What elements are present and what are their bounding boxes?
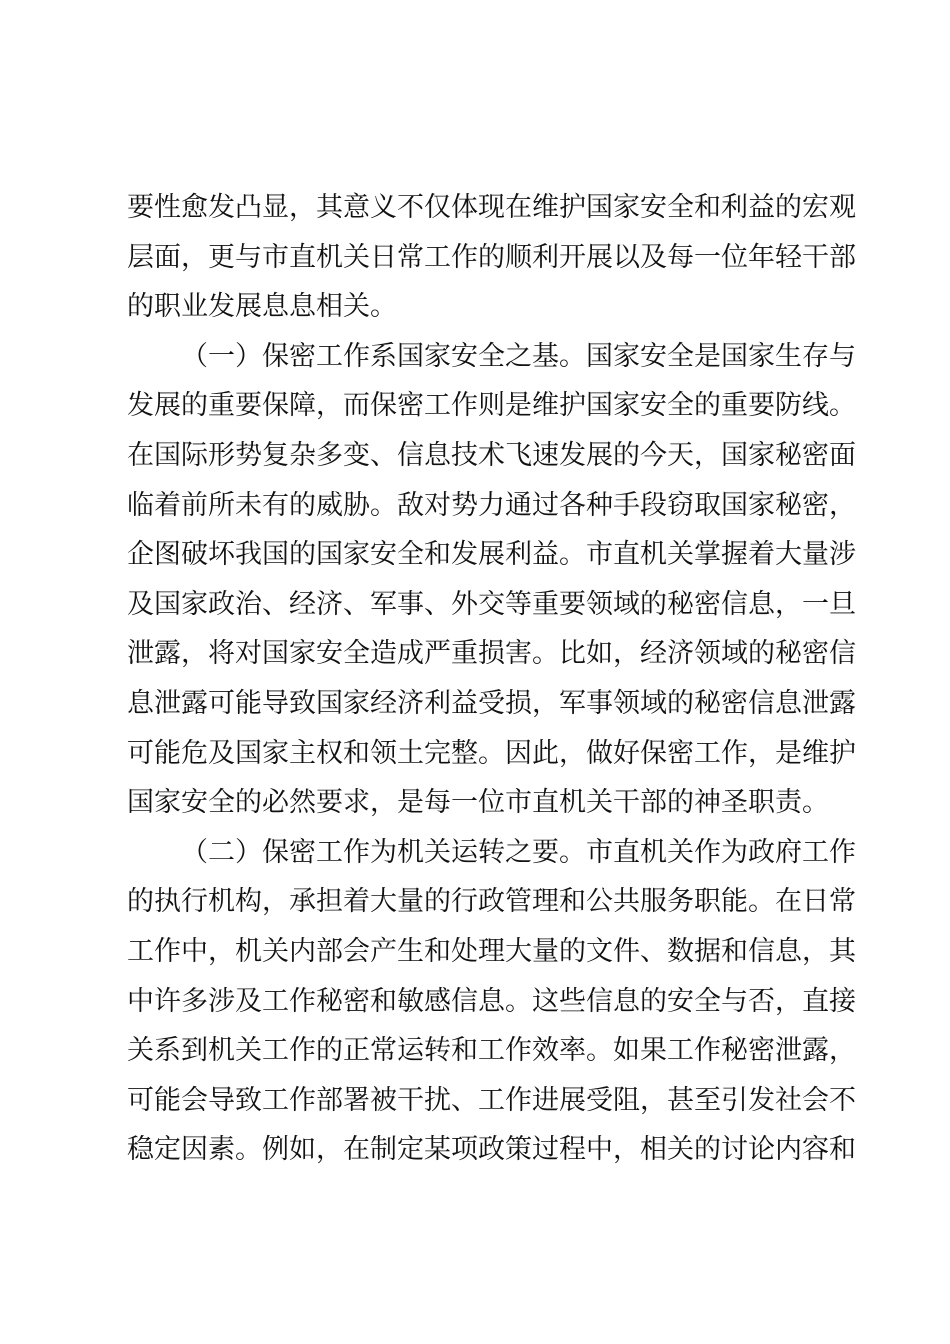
text-line: 息泄露可能导致国家经济利益受损，军事领域的秘密信息泄露 — [127, 687, 856, 719]
text-line: 层面，更与市直机关日常工作的顺利开展以及每一位年轻干部 — [127, 241, 856, 273]
text-line: 要性愈发凸显，其意义不仅体现在维护国家安全和利益的宏观 — [127, 192, 856, 223]
paragraph-section-one — [127, 332, 856, 828]
text-line: 的职业发展息息相关。 — [127, 291, 397, 323]
section-heading-line: （二）保密工作为机关运转之要。市直机关作为政府工作 — [181, 836, 856, 868]
text-line: 企图破坏我国的国家安全和发展利益。市直机关掌握着大量涉 — [127, 539, 856, 571]
text-line: 在国际形势复杂多变、信息技术飞速发展的今天，国家秘密面 — [127, 439, 856, 471]
paragraph-section-two — [127, 828, 856, 1175]
text-line: 临着前所未有的威胁。敌对势力通过各种手段窃取国家秘密， — [127, 489, 856, 521]
text-line: 工作中，机关内部会产生和处理大量的文件、数据和信息，其 — [127, 935, 856, 967]
text-line: 及国家政治、经济、军事、外交等重要领域的秘密信息，一旦 — [127, 588, 856, 620]
text-line: 的执行机构，承担着大量的行政管理和公共服务职能。在日常 — [127, 886, 856, 918]
text-line: 国家安全的必然要求，是每一位市直机关干部的神圣职责。 — [127, 787, 829, 819]
paragraph-continuation — [127, 183, 856, 332]
text-line: 发展的重要保障，而保密工作则是维护国家安全的重要防线。 — [127, 390, 856, 422]
text-line: 可能会导致工作部署被干扰、工作进展受阻，甚至引发社会不 — [127, 1084, 856, 1116]
text-line: 可能危及国家主权和领土完整。因此，做好保密工作，是维护 — [127, 737, 856, 769]
document-body — [127, 183, 856, 1175]
text-line: 中许多涉及工作秘密和敏感信息。这些信息的安全与否，直接 — [127, 985, 856, 1017]
text-line: 关系到机关工作的正常运转和工作效率。如果工作秘密泄露， — [127, 1035, 856, 1067]
text-line: 稳定因素。例如，在制定某项政策过程中，相关的讨论内容和 — [127, 1134, 856, 1166]
section-heading-line: （一）保密工作系国家安全之基。国家安全是国家生存与 — [181, 340, 856, 372]
text-line: 泄露，将对国家安全造成严重损害。比如，经济领域的秘密信 — [127, 638, 856, 670]
